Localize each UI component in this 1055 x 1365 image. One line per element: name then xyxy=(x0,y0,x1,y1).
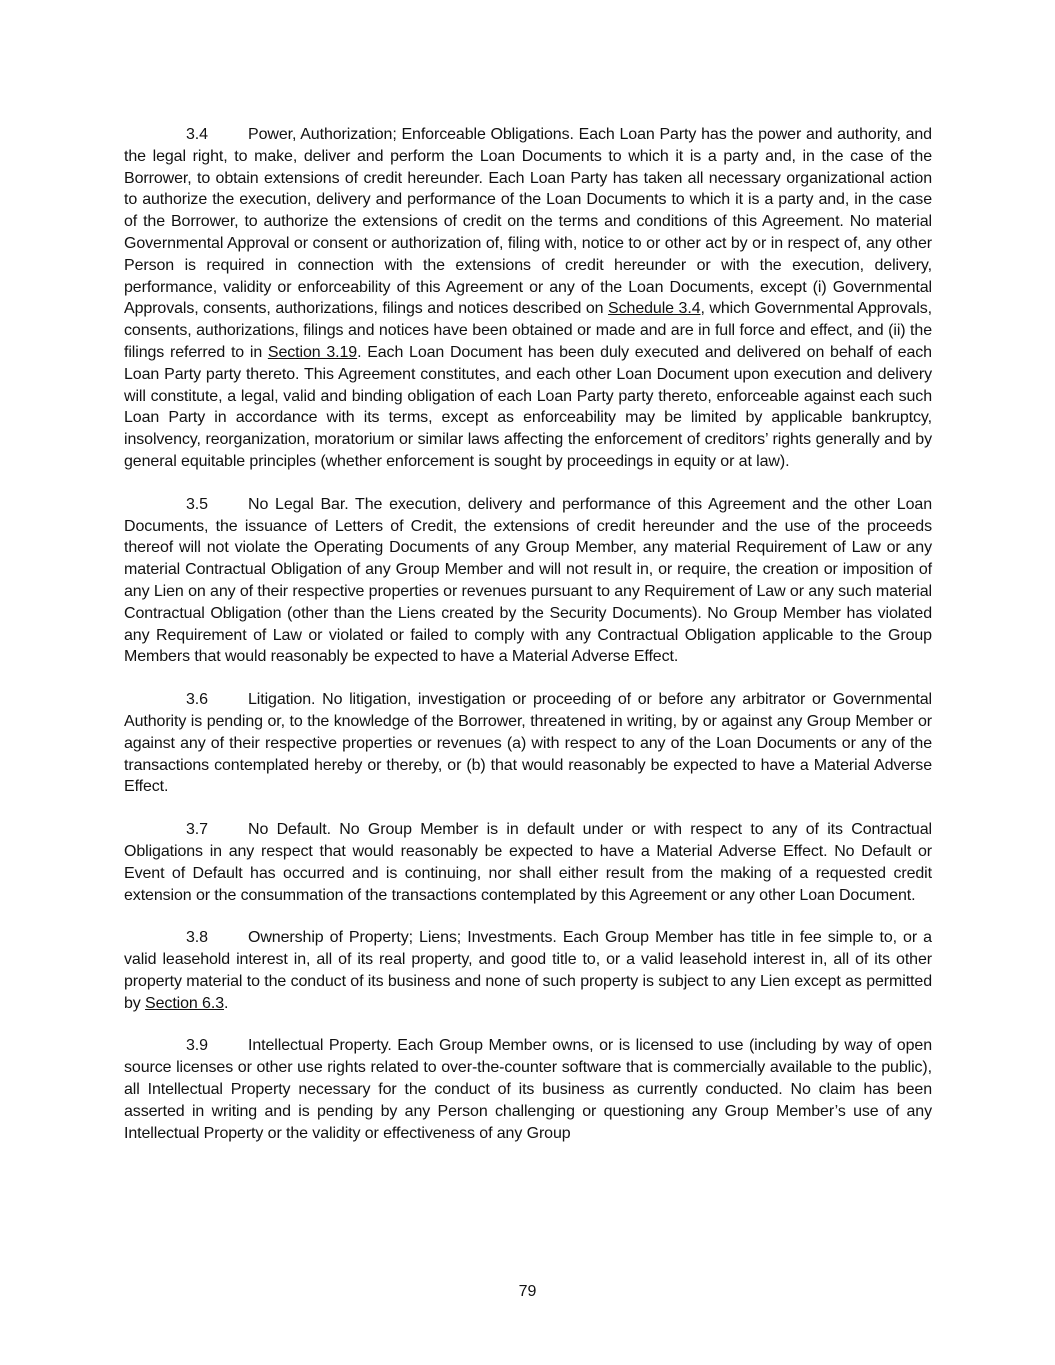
section-body: . Each Loan Document has been duly executed and delivered on behalf of each Loan Party party thereto. This Agreement constitutes, and each other Loan Document upon execution and delivery will constitute, a legal, valid and binding obligation of each Loan Party party thereto, enforceable against each such Loan Party in accordance with its terms, except as enforceability may be limited by applicable bankruptcy, insolvency, reorganization, moratorium or similar laws affecting the enforcement of creditors’ rights generally and by general equitable principles (whether enforcement is sought by proceedings in equity or at law). xyxy=(124,343,932,470)
section-body: Each Loan Party has the power and authority, and the legal right, to make, deliver and perform the Loan Documents to which it is a party and, in the case of the Borrower, to obtain extensions of credit hereunder. Each Loan Party has taken all necessary organizational action to authorize the execution, delivery and performance of the Loan Documents to which it is a party and, in the case of the Borrower, to authorize the extensions of credit on the terms and conditions of this Agreement. No material Governmental Approval or consent or authorization of, filing with, notice to or other act by or in respect of, any other Person is required in connection with the extensions of credit hereunder or with the execution, delivery, performance, validity or enforceability of this Agreement or any of the Loan Documents, except (i) Governmental Approvals, consents, authorizations, filings and notices described on xyxy=(124,126,932,318)
section-number: 3.4 xyxy=(186,126,208,143)
section-heading: No Legal Bar. xyxy=(248,495,349,513)
section-number: 3.5 xyxy=(186,495,208,513)
section-number: 3.8 xyxy=(186,929,208,947)
section-3-9 xyxy=(124,1035,932,1144)
section-body: , which Governmental Approvals, consents, authorizations, filings and notices have been obtained or made and are in full force and effect, and (ii) the filings referred to in xyxy=(124,300,932,361)
page-number: 79 xyxy=(518,1283,537,1300)
section-body: . xyxy=(224,994,229,1012)
section-number: 3.9 xyxy=(186,1037,208,1055)
section-heading: No Default. xyxy=(248,821,331,839)
section-body: No litigation, investigation or proceeding of or before any arbitrator or Governmental Authority is pending or, to the knowledge of the Borrower, threatened in writing, by or against any Group Member or against any of their respective properties or revenues (a) with respect to any of the Loan Documents or any of the transactions contemplated hereby or thereby, or (b) that would reasonably be expected to have a Material Adverse Effect. xyxy=(124,691,932,796)
section-3-8 xyxy=(124,927,932,1014)
section-3-5 xyxy=(124,494,932,668)
document-page xyxy=(124,124,932,1165)
schedule-3-4-link[interactable]: Schedule 3.4 xyxy=(608,300,701,318)
section-3-6 xyxy=(124,689,932,798)
section-body: No Group Member is in default under or with respect to any of its Contractual Obligations in any respect that would reasonably be expected to have a Material Adverse Effect. No Default or Event of Default has occurred and is continuing, nor shall either result from the making of a requested credit extension or the consummation of the transactions contemplated by this Agreement or any other Loan Document. xyxy=(124,821,932,904)
section-3-4 xyxy=(124,124,932,473)
section-3-19-link[interactable]: Section 3.19 xyxy=(267,343,358,361)
section-heading: Litigation. xyxy=(248,691,316,709)
section-6-3-link[interactable]: Section 6.3 xyxy=(145,994,225,1012)
section-heading: Power, Authorization; Enforceable Obligations. xyxy=(248,126,574,143)
section-number: 3.6 xyxy=(186,691,208,709)
section-body: Each Group Member has title in fee simple to, or a valid leasehold interest in, all of its real property, and good title to, or a valid leasehold interest in, all of its other property material to the conduct of its business and none of such property is subject to any Lien except as permitted by xyxy=(124,929,932,1012)
section-heading: Intellectual Property. xyxy=(248,1037,392,1055)
section-body: The execution, delivery and performance of this Agreement and the other Loan Documents, the issuance of Letters of Credit, the extensions of credit hereunder and the use of the proceeds thereof will not violate the Operating Documents of any Group Member, any material Requirement of Law or any material Contractual Obligation of any Group Member and will not result in, or require, the creation or imposition of any Lien on any of their respective properties or revenues pursuant to any Requirement of Law or any such material Contractual Obligation (other than the Liens created by the Security Documents). No Group Member has violated any Requirement of Law or violated or failed to comply with any Contractual Obligation applicable to the Group Members that would reasonably be expected to have a Material Adverse Effect. xyxy=(124,495,933,666)
section-heading: Ownership of Property; Liens; Investments. xyxy=(248,929,557,947)
section-body: Each Group Member owns, or is licensed to use (including by way of open source licenses or other use rights related to over-the-counter software that is commercially available to the public), all Intellectual Property necessary for the conduct of its business as currently conducted. No claim has been asserted in writing and is pending by any Person challenging or questioning any Group Member’s use of any Intellectual Property or the validity or effectiveness of any Group xyxy=(124,1037,932,1142)
section-3-7 xyxy=(124,819,932,906)
section-number: 3.7 xyxy=(186,821,208,839)
